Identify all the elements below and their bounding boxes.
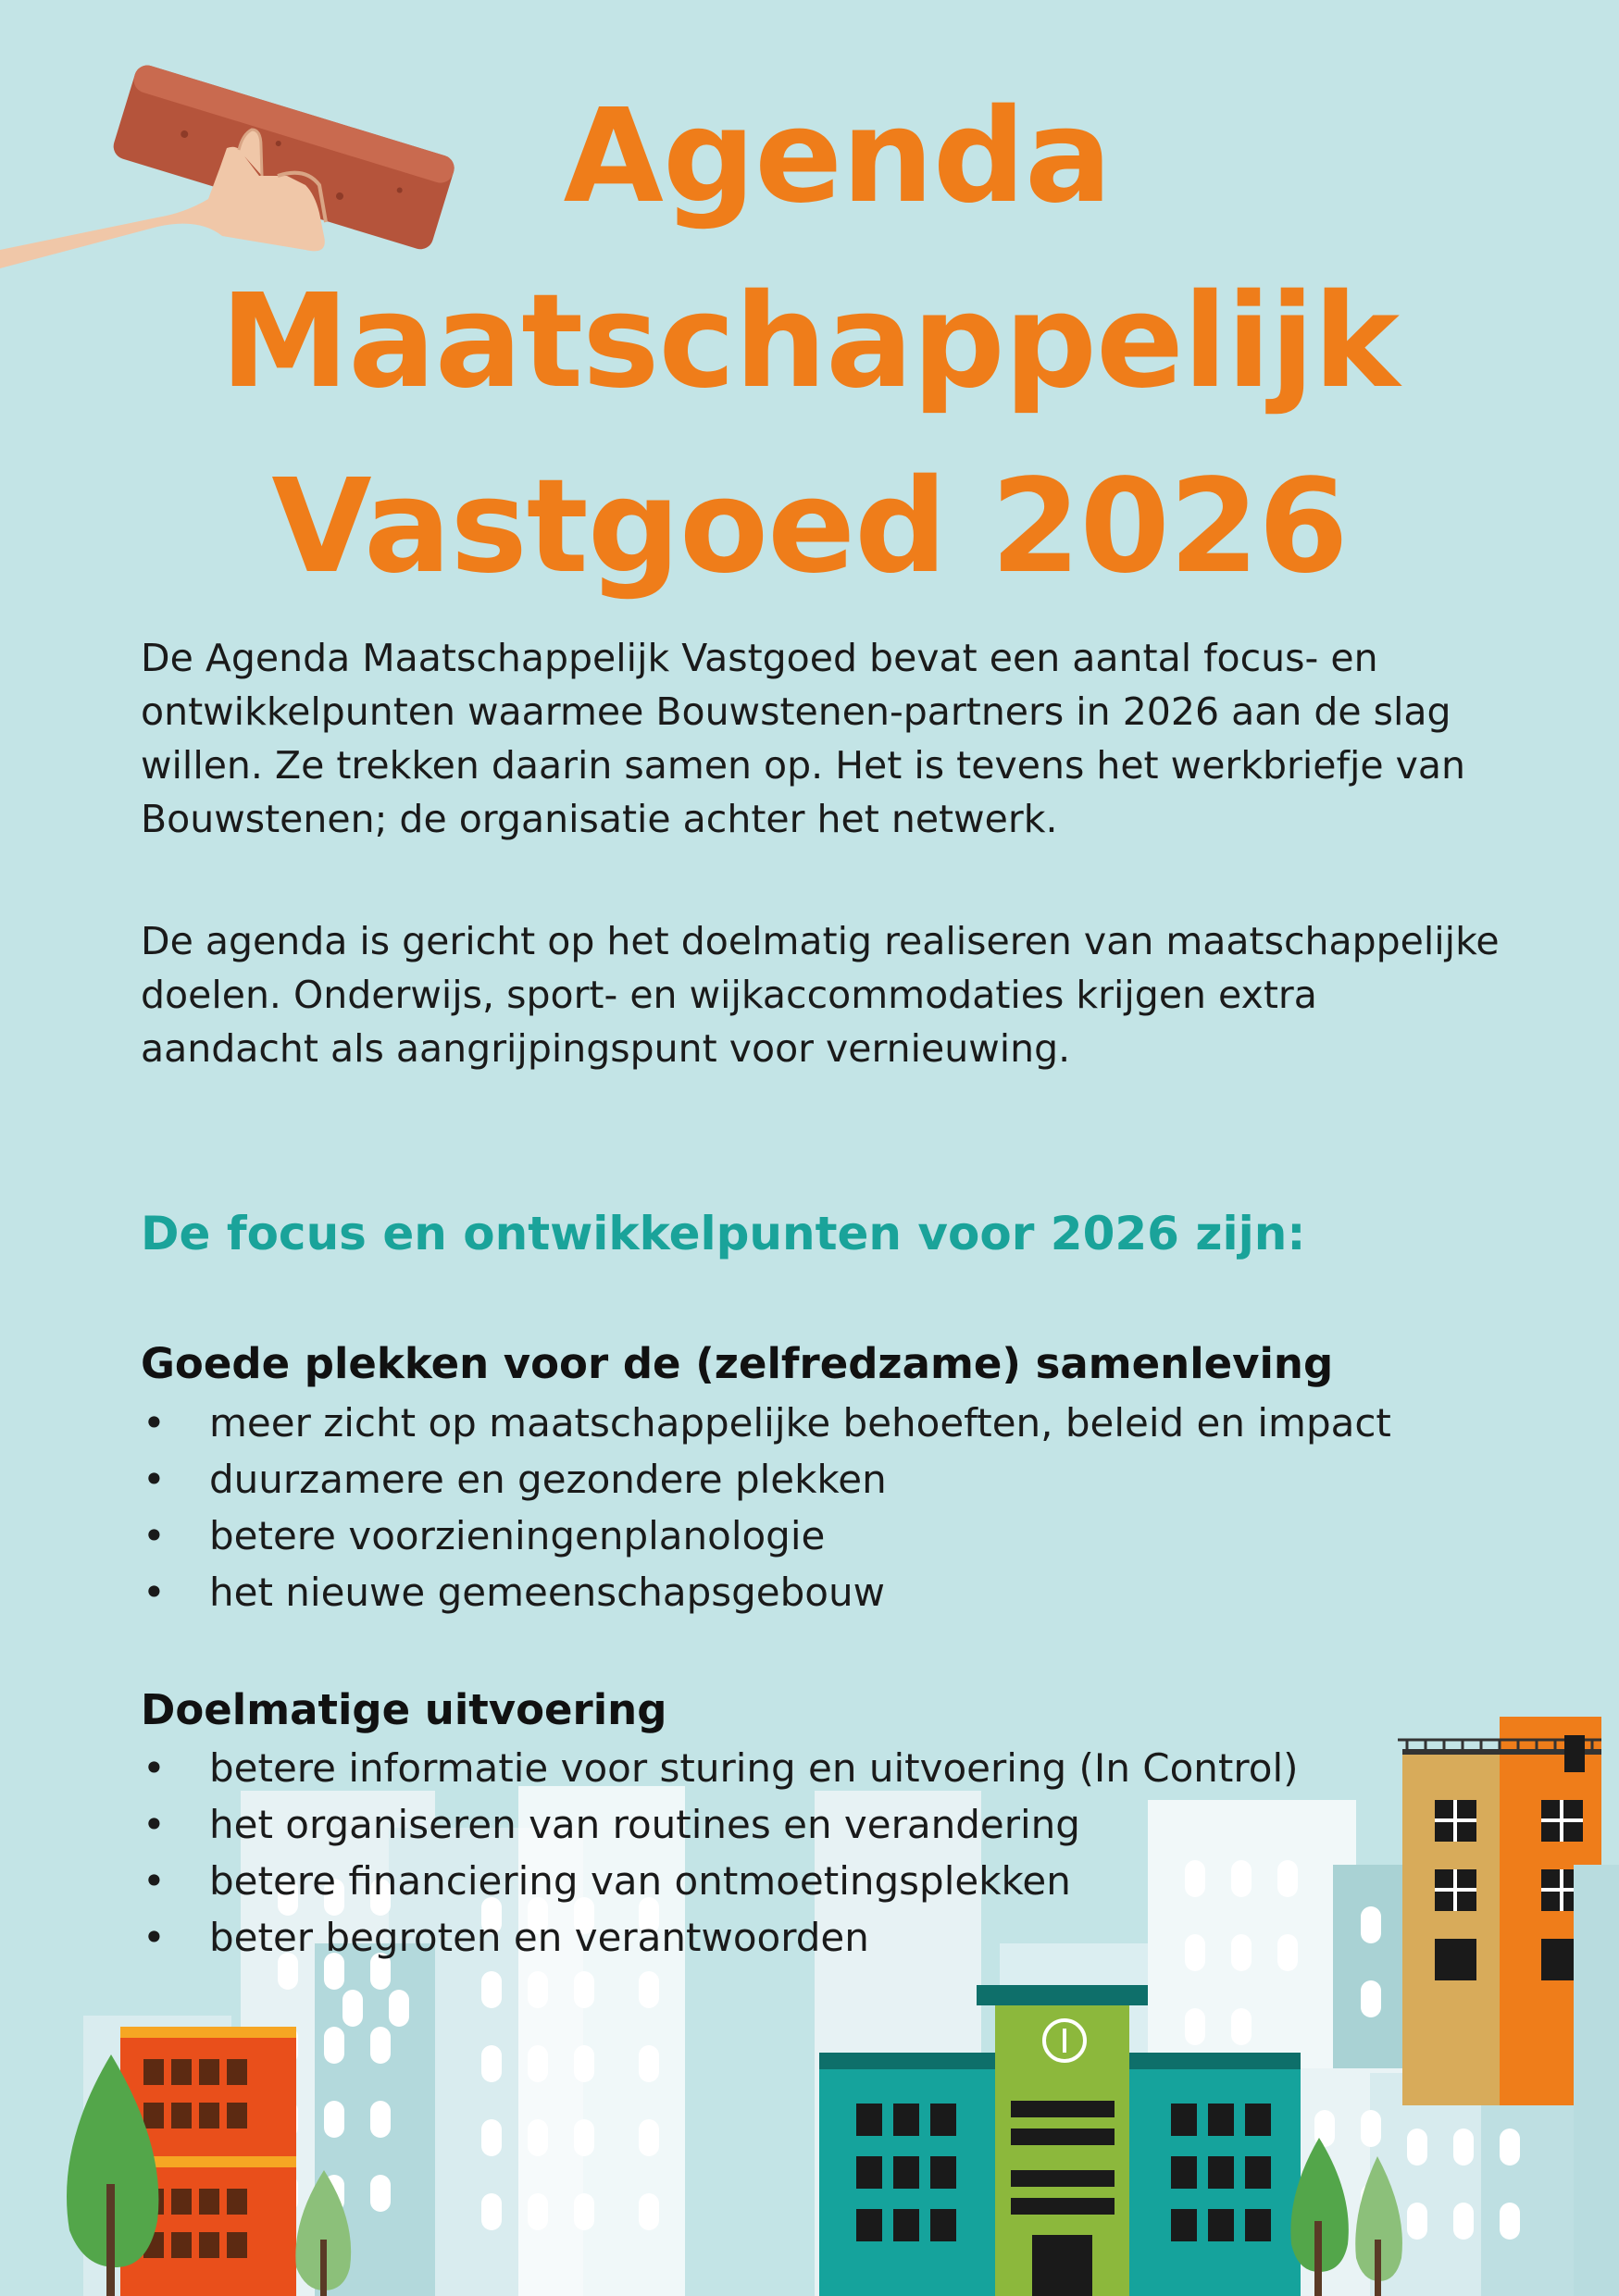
bullet-icon: • [143, 1802, 166, 1847]
title-line-2: Maatschappelijk [219, 267, 1400, 417]
focus-heading: De focus en ontwikkelpunten voor 2026 zijn: [141, 1207, 1306, 1260]
list-item [141, 1395, 1391, 1451]
bullet-icon: • [143, 1570, 166, 1615]
section-heading-uitvoering: Doelmatige uitvoering [141, 1685, 667, 1734]
list-item-text: betere financiering van ontmoetingsplekken [209, 1858, 1071, 1904]
list-item [141, 1853, 1299, 1909]
bullet-icon: • [143, 1513, 166, 1558]
list-item-text: duurzamere en gezondere plekken [209, 1457, 887, 1502]
intro-paragraph-2: De agenda is gericht op het doelmatig realiseren van maatschappelijke doelen. Onderwijs, sport- en wijkaccommodaties krijgen extra aandacht als aangrijpingspunt voor vernieuwing. [141, 919, 1500, 1071]
title-line-3: Vastgoed 2026 [271, 452, 1348, 602]
bullet-list-samenleving [141, 1395, 1391, 1620]
list-item-text: betere voorzieningenplanologie [209, 1513, 826, 1558]
bullet-icon: • [143, 1400, 166, 1446]
list-item [141, 1909, 1299, 1966]
bullet-icon: • [143, 1457, 166, 1502]
list-item-text: beter begroten en verantwoorden [209, 1915, 869, 1960]
list-item [141, 1451, 1391, 1508]
title-line-1: Agenda [563, 81, 1112, 232]
page-title [0, 65, 1619, 620]
bullet-icon: • [143, 1745, 166, 1791]
list-item-text: het organiseren van routines en verandering [209, 1802, 1080, 1847]
list-item [141, 1564, 1391, 1620]
list-item-text: betere informatie voor sturing en uitvoering (In Control) [209, 1745, 1299, 1791]
bullet-icon: • [143, 1858, 166, 1904]
list-item [141, 1740, 1299, 1796]
list-item-text: meer zicht op maatschappelijke behoeften, beleid en impact [209, 1400, 1391, 1446]
list-item-text: het nieuwe gemeenschapsgebouw [209, 1570, 885, 1615]
list-item [141, 1796, 1299, 1853]
bullet-list-uitvoering [141, 1740, 1299, 1966]
bullet-icon: • [143, 1915, 166, 1960]
section-heading-samenleving: Goede plekken voor de (zelfredzame) samenleving [141, 1339, 1334, 1388]
list-item [141, 1508, 1391, 1564]
intro-paragraph-1: De Agenda Maatschappelijk Vastgoed bevat een aantal focus- en ontwikkelpunten waarmee Bouwstenen-partners in 2026 aan de slag willen. Ze trekken daarin samen op. Het is tevens het werkbriefje van Bouwstenen; de organisatie achter het netwerk. [141, 636, 1465, 841]
